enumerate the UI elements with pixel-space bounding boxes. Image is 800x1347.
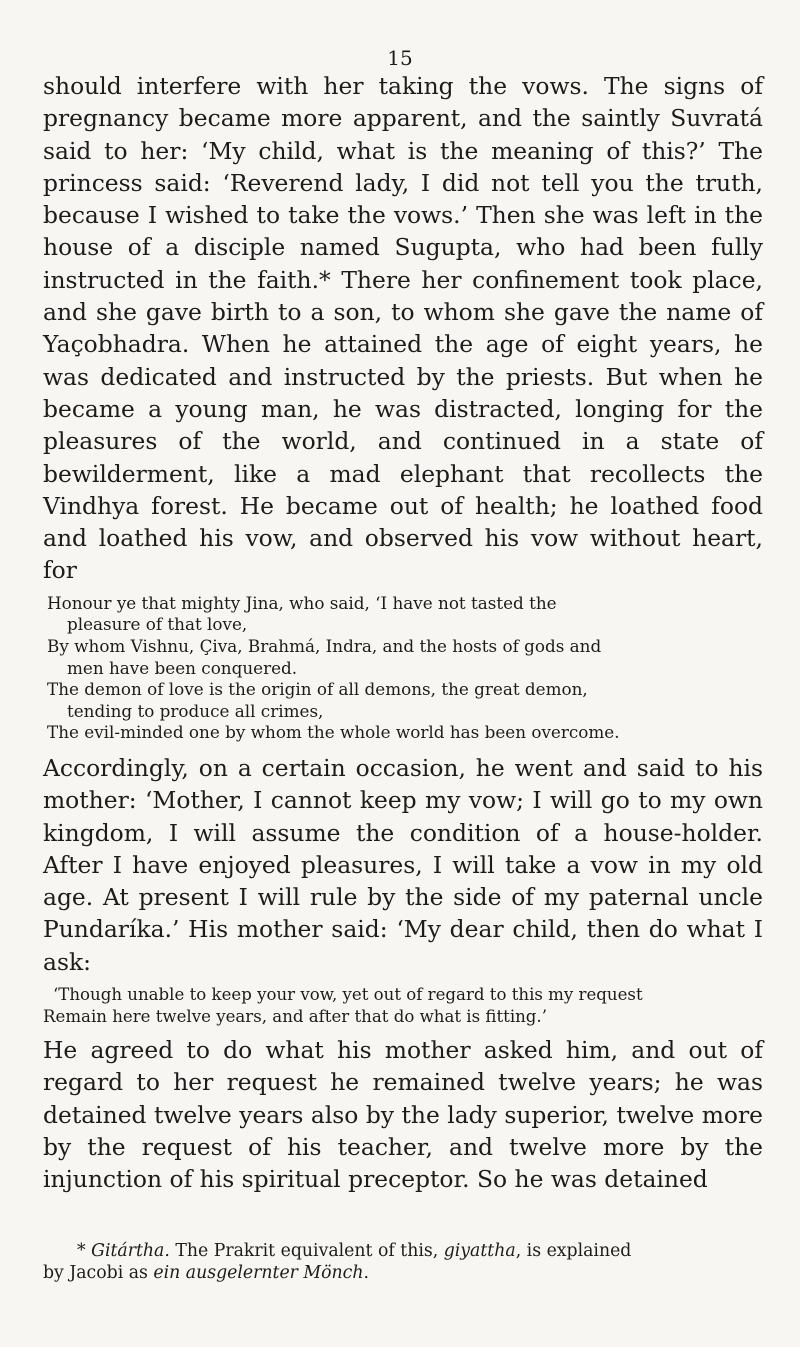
footnote-text1: The Prakrit equivalent of this, [169,1241,444,1261]
footnote-text3: by Jacobi as [43,1262,154,1283]
footnote [43,1241,763,1285]
footnote-text2: , is explained [515,1241,632,1261]
paragraph-3: He agreed to do what his mother asked him, and out of regard to her request he remained twelve years; he was detained twelve years also by the lady superior, twelve more by the request of his teacher, and twelve more by the injunction of his spiritual preceptor. So he was detained [43,1036,763,1194]
verse1-line1-cont: pleasure of that love, [67,614,248,635]
verse1-line3: The demon of love is the origin of all demons, the great demon, [47,679,588,700]
main-text [43,70,763,1196]
paragraph-2: Accordingly, on a certain occasion, he went and said to his mother: ‘Mother, I cannot keep my vow; I will go to my own kingdom, I will assume the condition of a house-holder. After I have enjoyed pleasures, I will take a vow in my old age. At present I will rule by the side of my paternal uncle Pundaríka.’ His mother said: ‘My dear child, then do what I ask: [43,753,763,976]
verse1-line1: Honour ye that mighty Jina, who said, ‘I have not tasted the [47,592,557,613]
footnote-line1 [43,1241,763,1263]
footnote-term2: giyattha [443,1241,516,1261]
footnote-line2 [43,1263,763,1285]
verse1-line2: By whom Vishnu, Çiva, Brahmá, Indra, and the hosts of gods and [47,635,602,656]
page-number: 15 [387,46,413,70]
verse2-line1: ‘Though unable to keep your vow, yet out of regard to this my request [53,984,643,1004]
verse1-line4: The evil-minded one by whom the whole world has been overcome. [47,722,620,743]
paragraph-1: should interfere with her taking the vows. The signs of pregnancy became more apparent, and the saintly Suvratá said to her: ‘My child, what is the meaning of this?’ The princess said: ‘Reverend lady, I did not tell you the truth, because I wished to take the vows.’ Then she was left in the house of a disciple named Sugupta, who had been fully instructed in the faith.* There her confinement took place, and she gave birth to a son, to whom she gave the name of Yaçobhadra. When he attained the age of eight years, he was dedicated and instructed by the priests. But when he became a young man, he was distracted, longing for the pleasures of the world, and continued in a state of bewilderment, like a mad elephant that recollects the Vindhya forest. He became out of health; he loathed food and loathed his vow, and observed his vow without heart, for [43,72,763,585]
verse1-line2-cont: men have been conquered. [67,657,298,678]
footnote-marker: * [77,1241,86,1261]
verse2-line2: Remain here twelve years, and after that do what is fitting.’ [43,1006,547,1026]
footnote-text4: . [363,1262,369,1283]
verse-block-1 [43,593,763,744]
verse1-line3-cont: tending to produce all crimes, [67,700,324,721]
footnote-term3: ein ausgelernter Mönch [153,1262,364,1283]
verse-block-2 [43,984,763,1027]
footnote-term: Gitártha. [91,1241,170,1261]
